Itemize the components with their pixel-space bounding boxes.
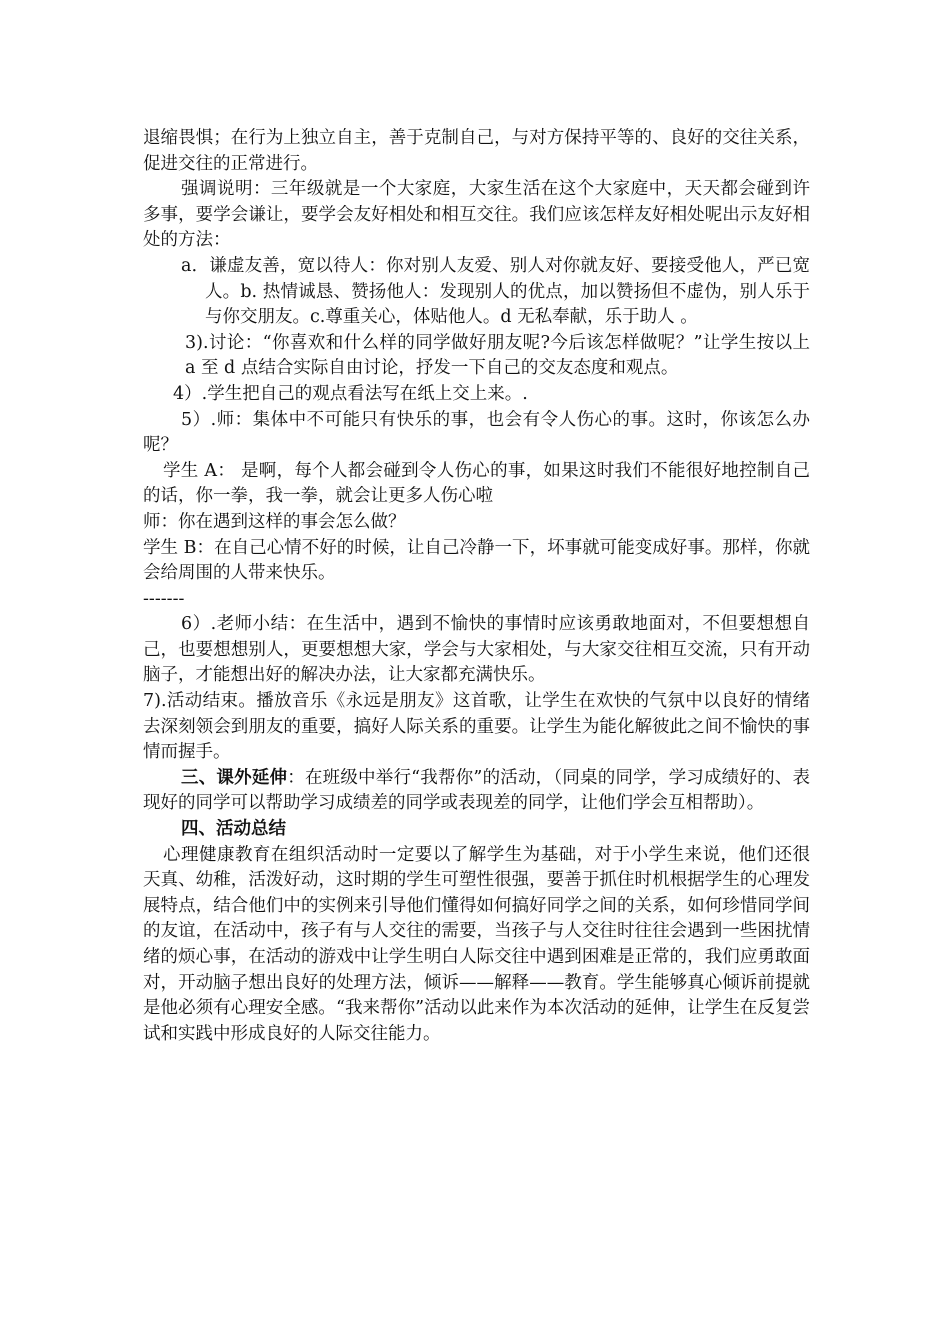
section-extension-heading: 三、课外延伸 [181,767,288,788]
paragraph-student-b: 学生 B：在自己心情不好的时候，让自己冷静一下，坏事就可能变成好事。那样，你就会给周围的人带来快乐。 [143,537,810,584]
paragraph-teacher-summary: 6）.老师小结：在生活中，遇到不愉快的事情时应该勇敢地面对，不但要想想自己，也要想想别人，更要想想大家，学会与大家相处，与大家交往相互交流，只有开动脑子，才能想出好的解决办法，让大家都充满快乐。 [143,614,810,686]
section-extension [143,766,810,817]
paragraph-discussion: 3).讨论：“你喜欢和什么样的同学做好朋友呢?今后该怎样做呢？”让学生按以上 a 至 d 点结合实际自由讨论，抒发一下自己的交友态度和观点。 [185,332,810,379]
section-summary-body: 心理健康教育在组织活动时一定要以了解学生为基础，对于小学生来说，他们还很天真、幼稚，活泼好动，这时期的学生可塑性很强，要善于抓住时机根据学生的心理发展特点，结合他们中的实例来引导他们懂得如何搞好同学之间的关系，如何珍惜同学间的友谊，在活动中，孩子有与人交往的需要，当孩子与人交往时往往会遇到一些困扰情绪的烦心事，在活动的游戏中让学生明白人际交往中遇到困难是正常的，我们应勇敢面对，开动脑子想出良好的处理方法，倾诉——解释——教育。学生能够真心倾诉前提就是他必须有心理安全感。“我来帮你”活动以此来作为本次活动的延伸，让学生在反复尝试和实践中形成良好的人际交往能力。 [143,844,810,1044]
paragraph-activity-end: 7).活动结束。播放音乐《永远是朋友》这首歌，让学生在欢快的气氛中以良好的情绪去深刻领会到朋友的重要，搞好人际关系的重要。让学生为能化解彼此之间不愉快的事情而握手。 [143,691,810,763]
paragraph-teacher-question: 5）.师：集体中不可能只有快乐的事，也会有令人伤心的事。这时，你该怎么办呢？ [143,409,810,456]
document-page [143,126,810,1047]
paragraph-intro-continuation: 退缩畏惧；在行为上独立自主，善于克制自己，与对方保持平等的、良好的交往关系，促进交往的正常进行。 [143,128,810,174]
paragraph-write-views: 4）.学生把自己的观点看法写在纸上交上来。. [173,383,528,404]
paragraph-methods-list: a．谦虚友善，宽以待人：你对别人友爱、别人对你就友好、要接受他人，严已宽人。b. 热情诚恳、赞扬他人：发现别人的优点，加以赞扬但不虚伪，别人乐于与你交朋友。c.尊重关心，体贴他人。d 无私奉献，乐于助人 。 [181,255,810,328]
section-summary-heading: 四、活动总结 [181,819,286,840]
section-extension-body: ：在班级中举行“我帮你”的活动，（同桌的同学，学习成绩好的、表现好的同学可以帮助学习成绩差的同学或表现差的同学，让他们学会互相帮助）。 [143,767,810,814]
paragraph-teacher-ask: 师：你在遇到这样的事会怎么做？ [143,511,406,532]
paragraph-emphasis-note: 强调说明：三年级就是一个大家庭，大家生活在这个大家庭中，天天都会碰到许多事，要学会谦让，要学会友好相处和相互交往。我们应该怎样友好相处呢出示友好相处的方法： [143,179,810,251]
separator-dashes: ------- [143,588,185,609]
paragraph-student-a: 学生 A： 是啊，每个人都会碰到令人伤心的事，如果这时我们不能很好地控制自己的话，你一拳，我一拳，就会让更多人伤心啦 [143,460,810,507]
